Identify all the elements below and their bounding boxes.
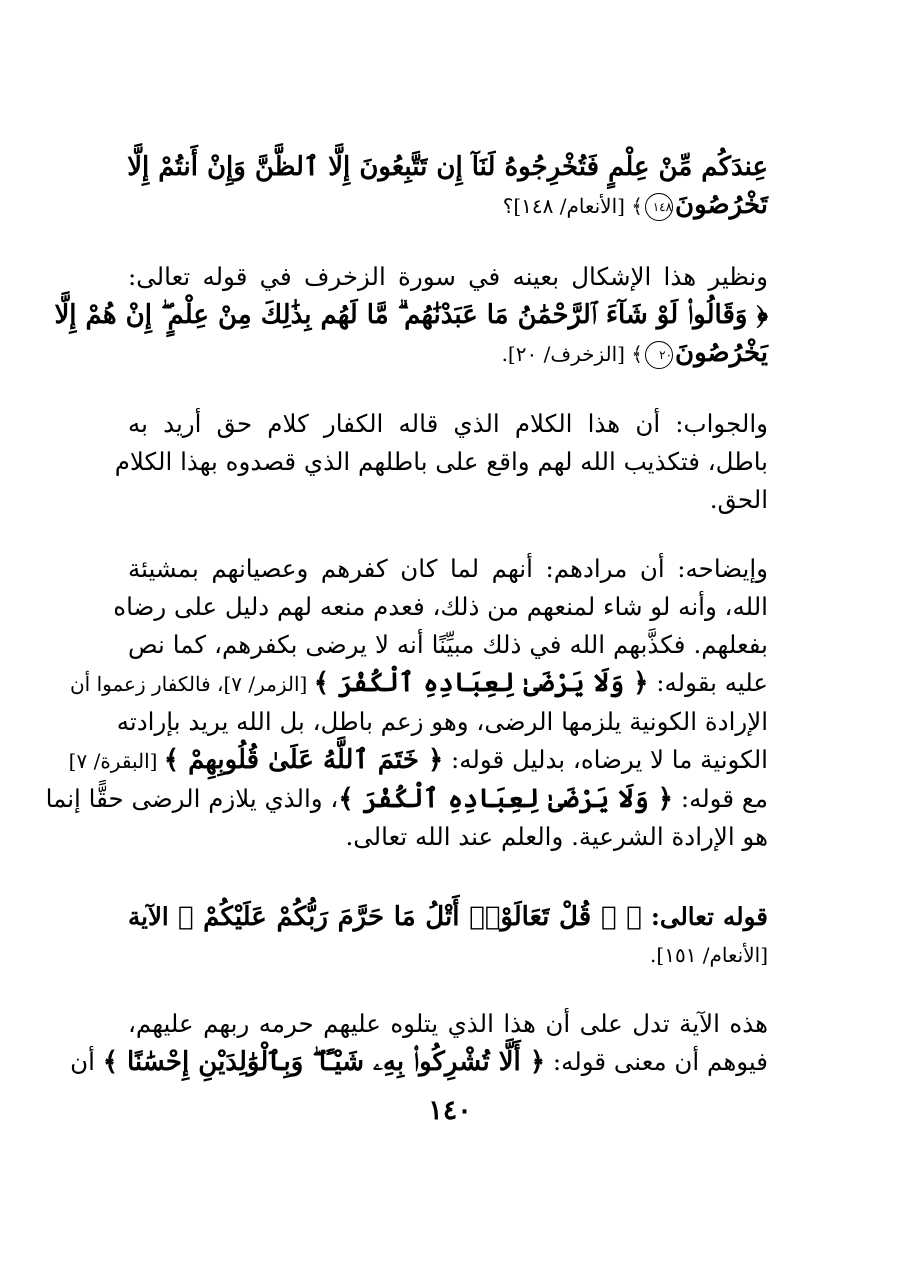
text-span: فيوهم أن معنى قوله: <box>545 1047 768 1076</box>
heading-line <box>128 898 768 936</box>
quran-quote: ﴿ ۞ قُلْ تَعَالَوْا۟ أَتْلُ مَا حَرَّمَ رَبُّكُمْ عَلَيْكُمْ ﴾ <box>177 902 642 932</box>
ayah-number-marker: ٢٠ <box>645 341 673 369</box>
text-line-with-quote <box>68 741 768 780</box>
verse-end-line <box>128 186 768 225</box>
paragraph-6 <box>70 1005 768 1081</box>
text-line: هو الإرادة الشرعية. والعلم عند الله تعالى. <box>345 822 768 851</box>
text-line-with-quote <box>70 1043 768 1081</box>
paragraph-4 <box>45 550 768 856</box>
quran-quote: ﴿ أَلَّا تُشْرِكُوا۟ بِهِۦ شَيْـًٔا ۖ وَبِٱلْوَٰلِدَيْنِ إِحْسَٰنًا ﴾ <box>102 1047 546 1077</box>
text-span: الآية <box>128 902 178 931</box>
text-span: ، والذي يلازم الرضى حقًّا إنما <box>45 784 339 813</box>
text-span: أن <box>70 1047 103 1076</box>
text-line: الحق. <box>709 485 768 514</box>
text-line: وإيضاحه: أن مرادهم: أنهم لما كان كفرهم وعصيانهم بمشيئة <box>128 554 768 583</box>
paragraph-3 <box>114 405 768 519</box>
text-span: عليه بقوله: <box>648 668 768 697</box>
text-line: والجواب: أن هذا الكلام الذي قاله الكفار كلام حق أريد به <box>128 409 768 438</box>
text-line: هذه الآية تدل على أن هذا الذي يتلوه عليهم حرمه ربهم عليهم، <box>128 1009 768 1038</box>
section-heading: قوله تعالى: <box>641 902 769 931</box>
quran-verse-word: تَخْرُصُونَ <box>675 190 768 220</box>
verse-reference: [البقرة/ ٧] <box>68 749 164 773</box>
quran-quote: ﴿ وَلَا يَرْضَىٰ لِعِبَادِهِ ٱلْكُفْرَ ﴾ <box>313 668 649 698</box>
text-line: الله، وأنه لو شاء لمنعهم من ذلك، فعدم منعه لهم دليل على رضاه <box>113 592 768 621</box>
text-span: الكونية ما لا يرضاه، بدليل قوله: <box>443 745 768 774</box>
text-span: مع قوله: <box>673 784 768 813</box>
verse-reference: ﴾ [الزخرف/ ٢٠]. <box>501 342 644 366</box>
quran-verse-line: عِندَكُم مِّنْ عِلْمٍ فَتُخْرِجُوهُ لَنَآ إِن تَتَّبِعُونَ إِلَّا ٱلظَّنَّ وَإِنْ أَنتُمْ إِلَّا <box>127 152 768 182</box>
text-line-with-quote <box>69 664 768 703</box>
quran-quote: ﴿ خَتَمَ ٱللَّهُ عَلَىٰ قُلُوبِهِمْ ﴾ <box>163 745 444 775</box>
quran-quote: ﴿ وَلَا يَرْضَىٰ لِعِبَادِهِ ٱلْكُفْرَ ﴾ <box>338 784 674 814</box>
paragraph-5 <box>128 898 768 974</box>
quran-verse-word: يَخْرُصُونَ <box>675 338 768 368</box>
verse-end-line <box>128 334 768 373</box>
text-line: بفعلهم. فكذَّبهم الله في ذلك مبيِّنًا أنه لا يرضى بكفرهم، كما نص <box>128 630 768 659</box>
quran-verse-line: ﴿ وَقَالُوا۟ لَوْ شَآءَ ٱلرَّحْمَٰنُ مَا عَبَدْنَٰهُم ۗ مَّا لَهُم بِذَٰلِكَ مِنْ عِلْمٍ ۖ إِنْ هُمْ إِلَّا <box>54 300 768 330</box>
ayah-number-marker: ١٤٨ <box>645 193 673 221</box>
text-line-with-quote <box>45 780 768 818</box>
verse-reference: [الزمر/ ٧]، فالكفار زعموا أن <box>69 672 314 696</box>
paragraph-2 <box>54 258 768 373</box>
paragraph-1 <box>128 148 768 225</box>
verse-reference: [الأنعام/ ١٥١]. <box>650 943 768 967</box>
text-line: ونظير هذا الإشكال بعينه في سورة الزخرف في قوله تعالى: <box>128 262 768 291</box>
text-line: باطل، فتكذيب الله لهم واقع على باطلهم الذي قصدوه بهذا الكلام <box>114 447 768 476</box>
verse-reference: ﴾ [الأنعام/ ١٤٨]؟ <box>502 194 644 218</box>
page-number: ١٤٠ <box>428 1095 472 1126</box>
text-line: الإرادة الكونية يلزمها الرضى، وهو زعم باطل، بل الله يريد بإرادته <box>116 707 768 736</box>
